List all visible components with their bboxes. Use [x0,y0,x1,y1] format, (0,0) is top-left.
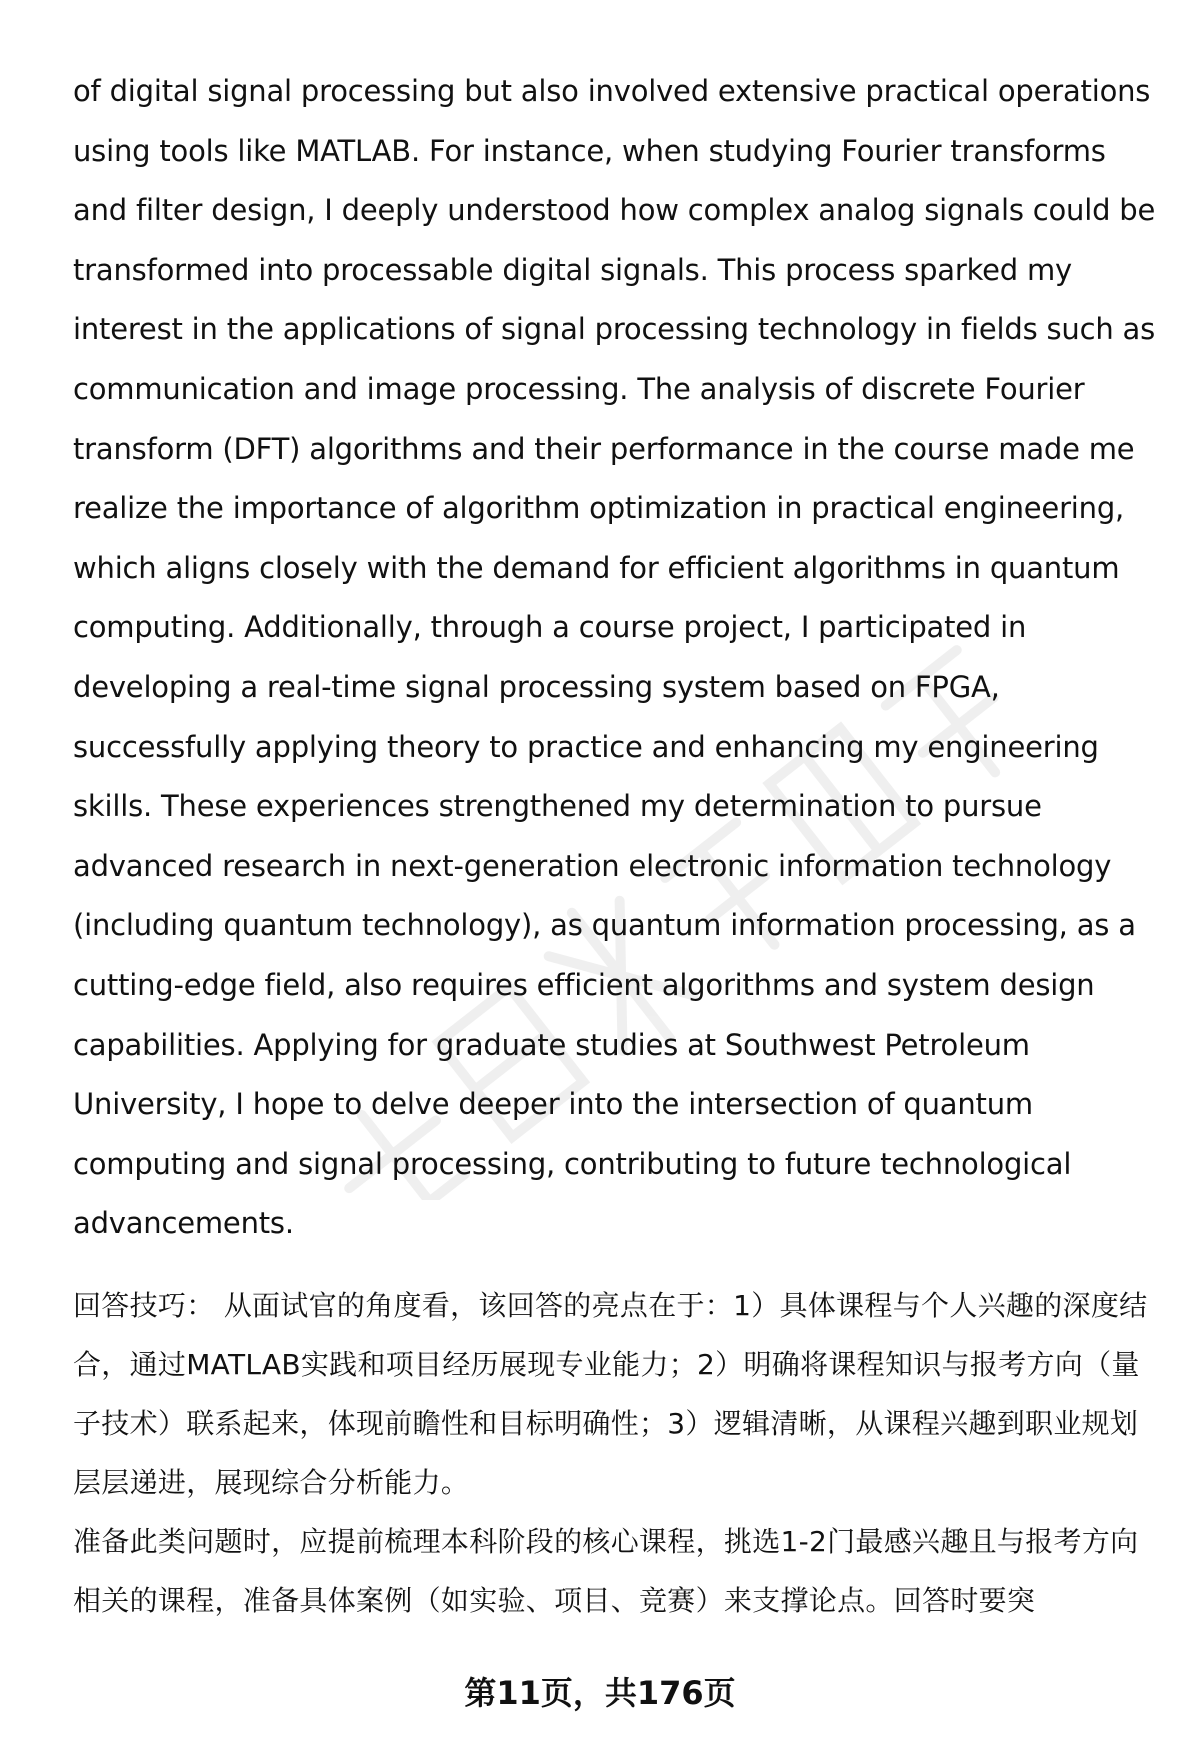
answer-tips-paragraph: 回答技巧： 从面试官的角度看，该回答的亮点在于：1）具体课程与个人兴趣的深度结合，通过MATLAB实践和项目经历展现专业能力；2）明确将课程知识与报考方向（量子技术）联系起来，体现前瞻性和目标明确性；3）逻辑清晰，从课程兴趣到职业规划层层递进，展现综合分析能力。 [73,1288,1148,1499]
page-number: 第11页，共176页 [464,1674,736,1712]
preparation-advice-paragraph: 准备此类问题时，应提前梳理本科阶段的核心课程，挑选1-2门最感兴趣且与报考方向相关的课程，准备具体案例（如实验、项目、竞赛）来支撑论点。回答时要突 [73,1524,1139,1617]
document-body [73,62,1163,1630]
answer-paragraph: of digital signal processing but also involved extensive practical operations using tools like MATLAB. For instance, when studying Fourier transforms and filter design, I deeply understood how complex analog signals could be transformed into processable digital signals. This process sparked my interest in the applications of signal processing technology in fields such as communication and image processing. The analysis of discrete Fourier transform (DFT) algorithms and their performance in the course made me realize the importance of algorithm optimization in practical engineering, which aligns closely with the demand for efficient algorithms in quantum computing. Additionally, through a course project, I participated in developing a real-time signal processing system based on FPGA, successfully applying theory to practice and enhancing my engineering skills. These experiences strengthened my determination to pursue advanced research in next-generation electronic information technology (including quantum technology), as quantum information processing, as a cutting-edge field, also requires efficient algorithms and system design capabilities. Applying for graduate studies at Southwest Petroleum University, I hope to delve deeper into the intersection of quantum computing and signal processing, contributing to future technological advancements. [73,74,1156,1241]
